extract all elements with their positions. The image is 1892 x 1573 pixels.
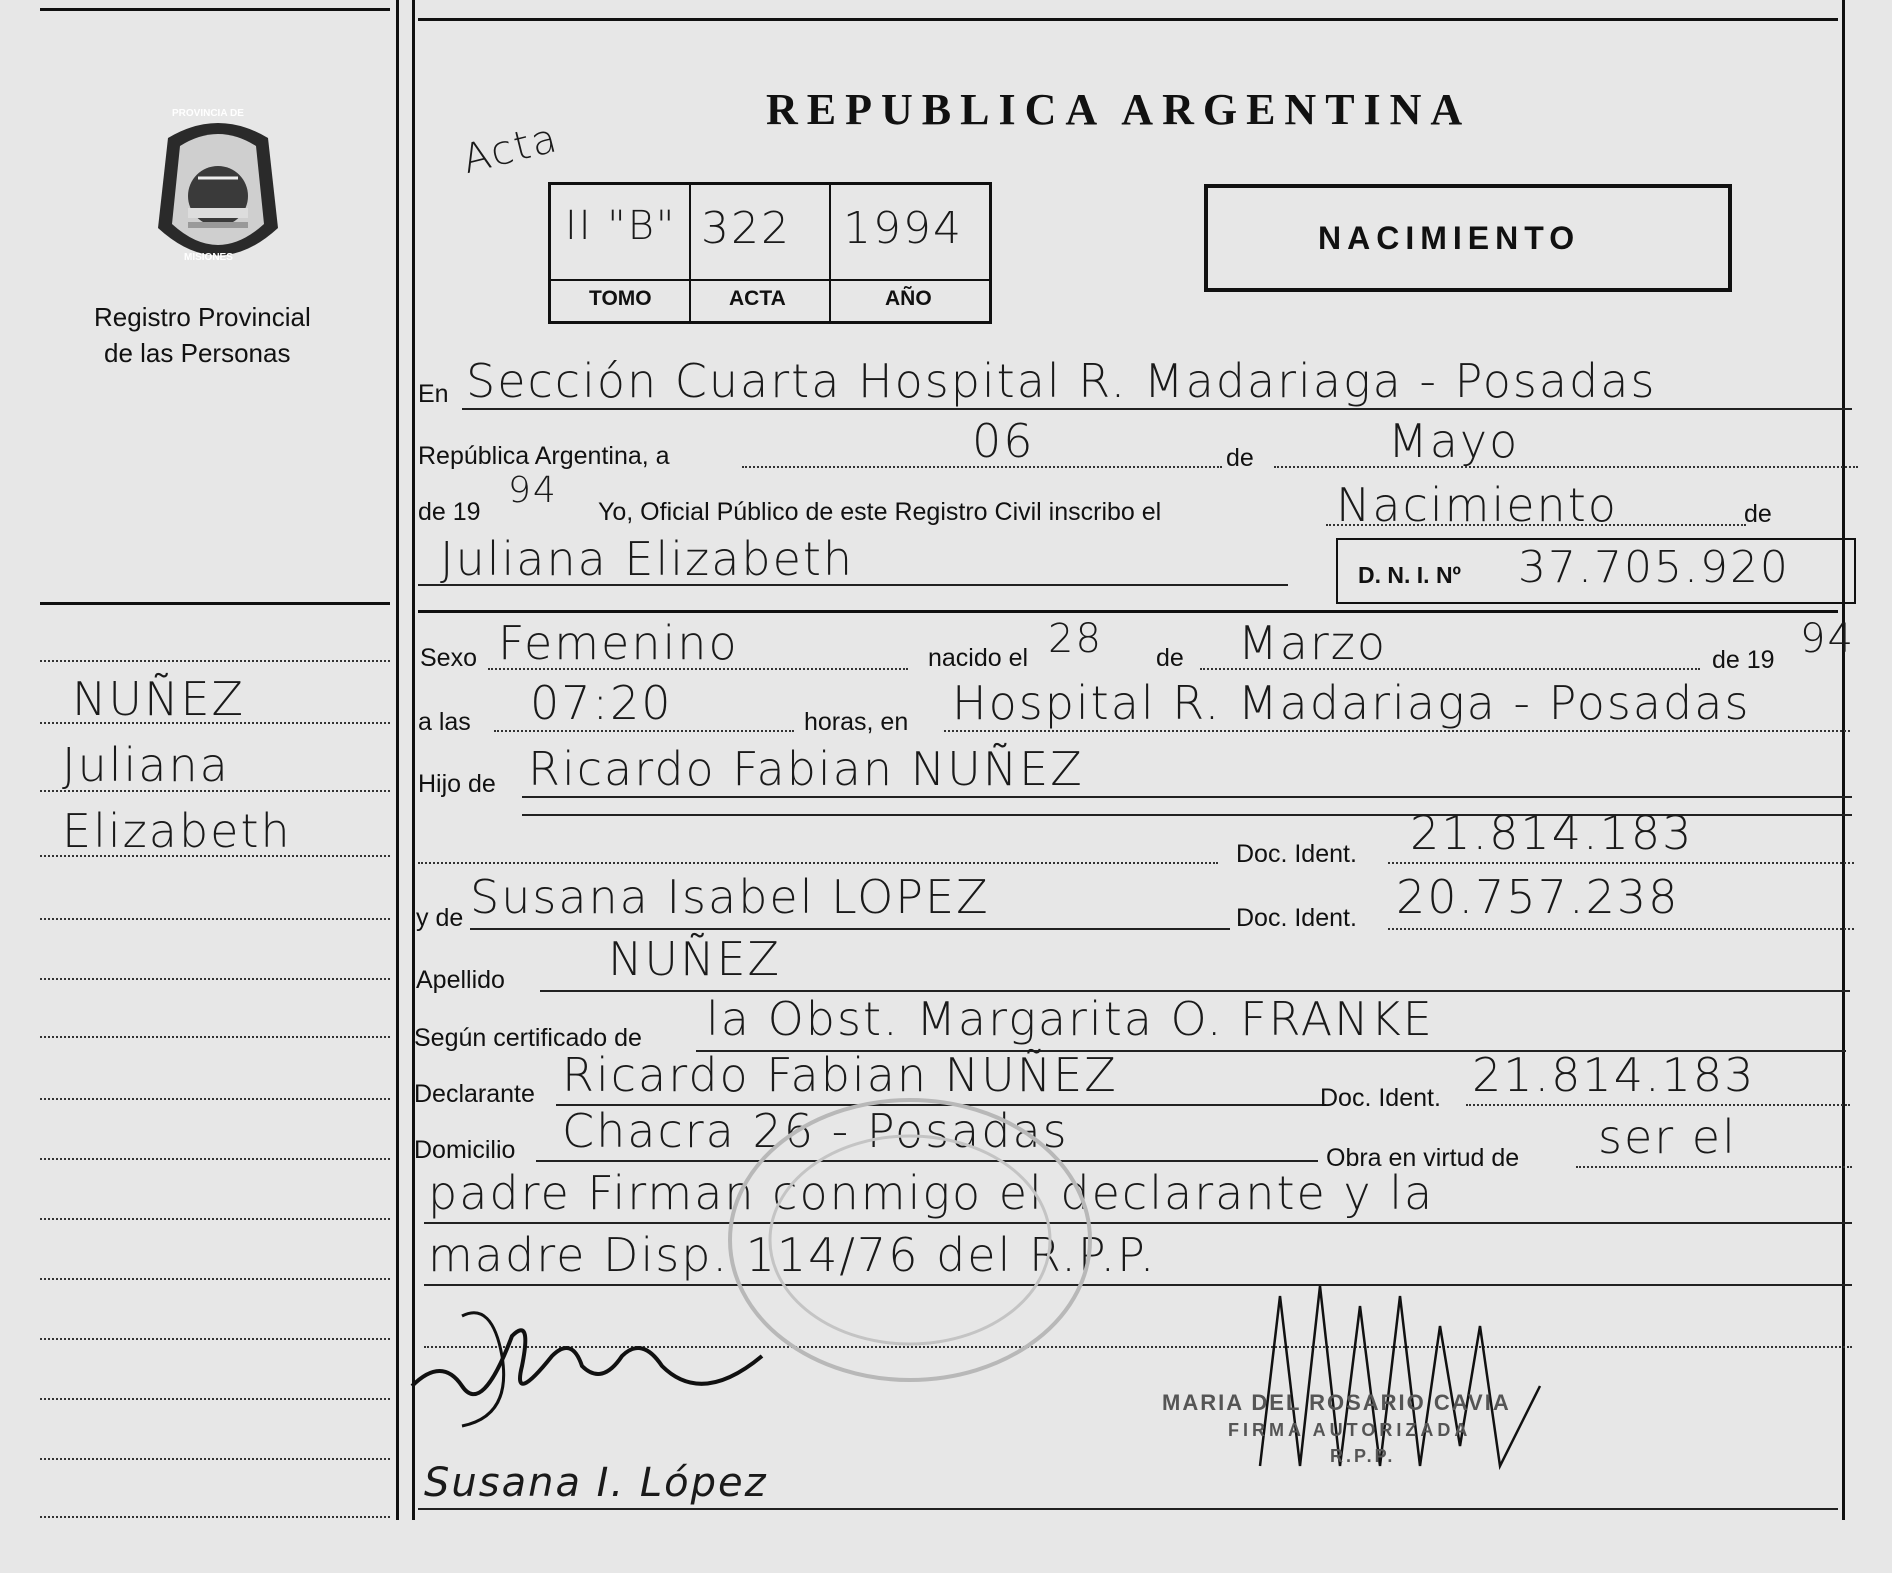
left-column-divider [396,0,399,1520]
margin-line [40,1218,390,1220]
notes-line-1 [424,1222,1852,1224]
nacido-label: nacido el [928,644,1029,672]
birth-place: Hospital R. Madariaga - Posadas [952,676,1751,730]
notes-line-2-text: madre Disp. 114/76 del R.P.P. [428,1228,1157,1282]
month-value: Mayo [1388,414,1520,468]
margin-line [40,1458,390,1460]
signature-line [418,1508,1838,1510]
de-end-label: de [1744,500,1772,528]
margin-line [40,1398,390,1400]
seal-caption-bottom: MISIONES [184,252,233,263]
margin-line [40,660,390,662]
time-line [494,730,794,732]
birth-time: 07:20 [530,676,673,730]
record-box [548,182,992,324]
horas-label: horas, en [804,708,909,736]
dni-label: D. N. I. Nº [1358,562,1461,588]
father-doc: 21.814.183 [1410,806,1694,860]
father-doc-label: Doc. Ident. [1236,840,1357,868]
en-value: Sección Cuarta Hospital R. Madariaga - Posadas [466,354,1657,408]
father-doc-line [1388,862,1854,864]
mother-name: Susana Isabel LOPEZ [470,870,990,924]
section-rule [418,610,1838,613]
official-stamp-title: FIRMA AUTORIZADA [1228,1420,1472,1440]
margin-line [40,1098,390,1100]
sexo-value: Femenino [498,616,739,670]
de-label: de [1226,444,1254,472]
obra-label: Obra en virtud de [1326,1144,1520,1172]
margin-line [40,1516,390,1518]
de19-label-2: de 19 [1712,646,1775,674]
en-line [462,408,1852,410]
registry-name-line1: Registro Provincial [94,302,311,332]
document-type-box [1204,184,1732,292]
declarante-value: Ricardo Fabian NUÑEZ [562,1048,1118,1102]
day-value: 06 [972,414,1035,468]
margin-given-name-2: Elizabeth [62,804,292,858]
mother-doc: 20.757.238 [1396,870,1680,924]
acta-value: 322 [701,203,791,254]
left-column-rule [40,602,390,605]
margin-line [40,1158,390,1160]
month-line [1274,466,1858,468]
declarante-doc: 21.814.183 [1472,1048,1756,1102]
province-seal-icon [148,108,288,276]
year-value: 94 [508,470,558,511]
registry-name-line2: de las Personas [104,338,291,368]
father-extra-line [418,862,1218,864]
dni-box [1336,538,1856,604]
acta-label: ACTA [729,287,786,310]
alas-label: a las [418,708,471,736]
declarante-label: Declarante [414,1080,535,1108]
document-type: NACIMIENTO [1318,220,1581,256]
mother-doc-line [1388,928,1854,930]
person-line [418,584,1288,586]
birth-year: 94 [1800,616,1855,662]
declarant-signature-icon [402,1296,782,1436]
margin-line [40,978,390,980]
seal-caption-top: PROVINCIA DE [172,108,244,119]
birth-month: Marzo [1238,616,1388,670]
hijo-label: Hijo de [418,770,496,798]
republica-label: República Argentina, a [418,442,670,470]
margin-line [40,1036,390,1038]
declarante-doc-label: Doc. Ident. [1320,1084,1441,1112]
margin-surname: NUÑEZ [72,672,246,726]
yde-label: y de [416,904,464,932]
apellido-label: Apellido [416,966,505,994]
act-value: Nacimiento [1336,478,1618,532]
declarante-doc-line [1466,1104,1850,1106]
en-label: En [418,380,449,408]
de-label-2: de [1156,644,1184,672]
ano-value: 1994 [843,203,963,254]
ano-label: AÑO [885,287,932,310]
father-name: Ricardo Fabian NUÑEZ [528,742,1084,796]
birth-day: 28 [1048,616,1103,662]
person-value: Juliana Elizabeth [440,532,855,586]
birth-place-line [944,730,1850,732]
domicilio-label: Domicilio [414,1136,516,1164]
father-line [522,796,1852,798]
margin-given-name-1: Juliana [62,738,230,792]
apellido-value: NUÑEZ [608,932,782,986]
margin-line [40,1338,390,1340]
record-box-divider [551,279,989,281]
mother-doc-label: Doc. Ident. [1236,904,1357,932]
sexo-label: Sexo [420,644,477,672]
oficial-label: Yo, Oficial Público de este Registro Civil inscribo el [598,498,1162,526]
mother-line [470,928,1230,930]
de19-label: de 19 [418,498,481,526]
margin-line [40,1278,390,1280]
main-right-border [1842,0,1845,1520]
main-left-border [412,0,415,1520]
obra-value: ser el [1598,1110,1737,1164]
segun-label: Según certificado de [414,1024,642,1052]
country-title: REPUBLICA ARGENTINA [766,85,1472,134]
segun-value: la Obst. Margarita O. FRANKE [706,992,1434,1046]
official-stamp-office: R.P.P. [1330,1446,1396,1466]
official-stamp-name: MARIA DEL ROSARIO CAVIA [1162,1390,1511,1415]
margin-line [40,918,390,920]
mother-signature: Susana I. López [424,1460,768,1506]
dni-value: 37.705.920 [1518,542,1790,593]
top-rule-left [40,8,390,11]
acta-annotation: Acta [457,114,563,184]
obra-line [1576,1166,1852,1168]
record-box-col1 [689,185,691,321]
record-box-col2 [829,185,831,321]
official-signature-icon [1240,1266,1570,1486]
tomo-label: TOMO [589,287,652,310]
notes-line-1-text: padre Firman conmigo el declarante y la [428,1166,1435,1220]
domicilio-value: Chacra 26 - Posadas [562,1104,1069,1158]
tomo-value: II "B" [565,203,677,249]
notes-line-2 [424,1284,1852,1286]
top-rule-right [418,18,1838,21]
